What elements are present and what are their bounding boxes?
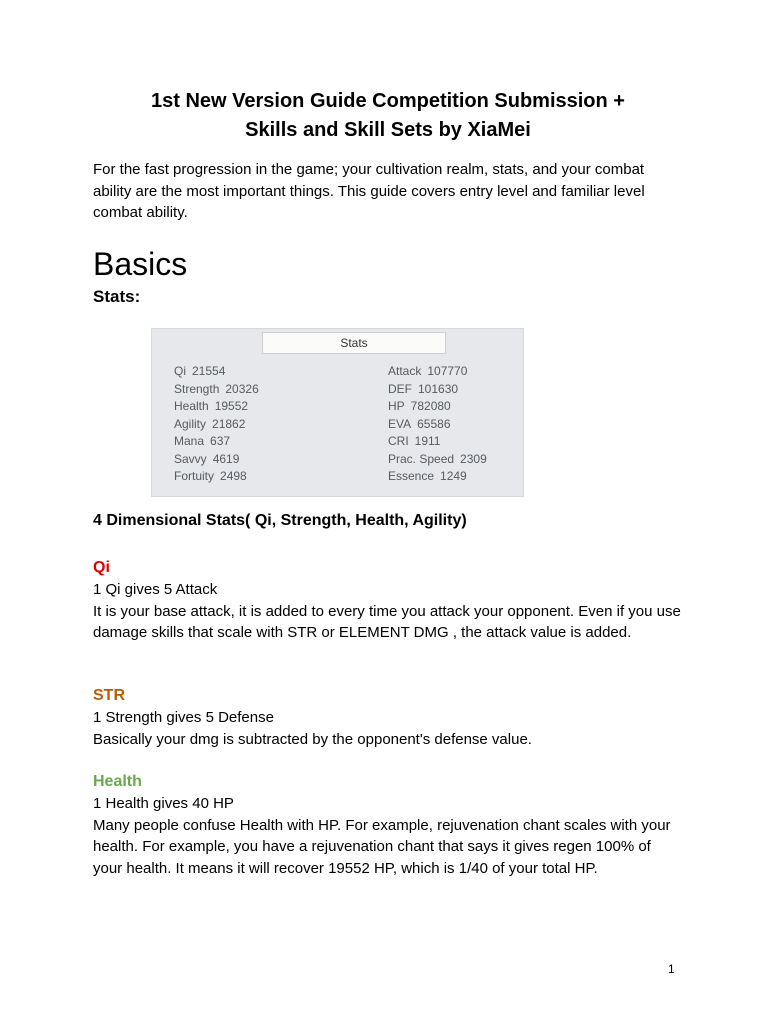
title-line-2: Skills and Skill Sets by XiaMei <box>245 119 531 141</box>
stat-row: Health 19552 <box>174 399 249 413</box>
health-section <box>93 771 683 879</box>
stat-row: Mana 637 <box>174 434 231 448</box>
title-line-1: 1st New Version Guide Competition Submission + <box>151 90 625 112</box>
stats-panel-title: Stats <box>262 332 446 354</box>
stat-row: HP 782080 <box>388 399 451 413</box>
str-section <box>93 685 683 750</box>
qi-summary: 1 Qi gives 5 Attack <box>93 581 218 598</box>
stat-row: Qi 21554 <box>174 364 226 378</box>
document-title <box>93 87 683 145</box>
stat-row: Attack 107770 <box>388 364 468 378</box>
str-summary: 1 Strength gives 5 Defense <box>93 709 274 726</box>
qi-heading: Qi <box>93 559 110 576</box>
stat-row: Strength 20326 <box>174 381 259 396</box>
stat-row: Essence 1249 <box>388 469 467 483</box>
stat-row: Savvy 4619 <box>174 451 240 466</box>
stats-heading: Stats: <box>93 287 141 306</box>
health-heading: Health <box>93 773 142 790</box>
str-heading: STR <box>93 687 125 704</box>
stat-row: Fortuity 2498 <box>174 469 247 483</box>
stats-right-column <box>388 363 487 486</box>
stat-row: CRI 1911 <box>388 434 441 448</box>
qi-section <box>93 557 683 644</box>
health-description: Many people confuse Health with HP. For example, rejuvenation chant scales with your health. For example, you have a rejuvenation chant that says it gives regen 100% of your health. It means it will recover 19552 HP, which is 1/40 of your total HP. <box>93 816 671 877</box>
basics-heading: Basics <box>93 246 188 282</box>
dimensional-stats-heading: 4 Dimensional Stats( Qi, Strength, Health, Agility) <box>93 512 467 529</box>
stats-left-column <box>174 363 259 486</box>
stat-row: EVA 65586 <box>388 416 451 431</box>
qi-description: It is your base attack, it is added to every time you attack your opponent. Even if you use damage skills that scale with STR or ELEMENT DMG , the attack value is added. <box>93 602 681 641</box>
str-description: Basically your dmg is subtracted by the opponent's defense value. <box>93 730 532 748</box>
health-summary: 1 Health gives 40 HP <box>93 795 234 812</box>
page-number: 1 <box>668 962 675 976</box>
stat-row: DEF 101630 <box>388 381 459 396</box>
stats-screenshot <box>151 328 524 497</box>
stat-row: Prac. Speed 2309 <box>388 451 487 466</box>
stat-row: Agility 21862 <box>174 416 246 431</box>
intro-paragraph: For the fast progression in the game; your cultivation realm, stats, and your combat ability are the most important things. This guide covers entry level and familiar level combat ability. <box>93 161 645 221</box>
